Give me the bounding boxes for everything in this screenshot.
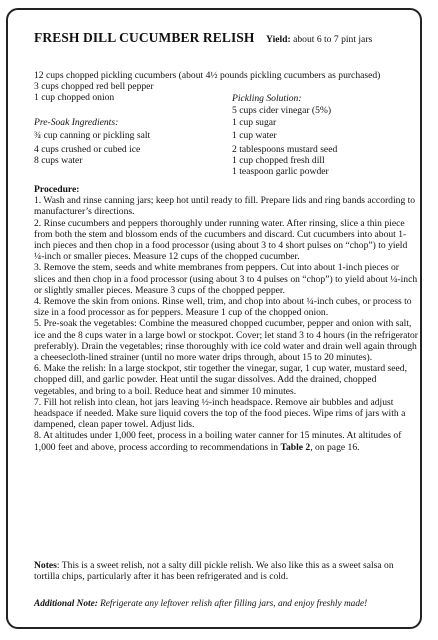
pickling-item: 5 cups cider vinegar (5%) — [232, 105, 332, 116]
procedure-step: 2. Rinse cucumbers and peppers thoroughly under running water. After rinsing, slice a thin piece from both the stem and blossom ends of the cucumbers and discard. Cut cucumbers into about 1-inch pieces and then chop in a food processor (using about 3 to 4 short pulses on “chop”) to yield ¼-inch or smaller pieces. Measure 12 cups of the chopped cucumber. — [34, 217, 408, 263]
pickling-heading: Pickling Solution: — [232, 93, 302, 104]
procedure — [34, 184, 418, 453]
procedure-step: 4. Remove the skin from onions. Rinse well, trim, and chop into about ¼-inch cubes, or process to size in a food processor as for peppers. Measure 1 cup of the chopped onion. — [34, 296, 412, 319]
yield-label: Yield: — [266, 34, 291, 45]
ingredient-pepper: 3 cups chopped red bell pepper — [34, 81, 154, 92]
recipe-card — [6, 8, 422, 629]
pickling-item: 2 tablespoons mustard seed — [232, 144, 338, 155]
pickling-item: 1 cup water — [232, 130, 277, 141]
procedure-step: 1. Wash and rinse canning jars; keep hot until ready to fill. Prepare lids and ring bands according to manufacturer’s directions. — [34, 195, 416, 218]
notes-label: Notes — [34, 560, 57, 571]
recipe-title: FRESH DILL CUCUMBER RELISH — [34, 30, 255, 45]
yield — [266, 34, 372, 45]
additional-note-text: Refrigerate any leftover relish after filling jars, and enjoy freshly made! — [97, 599, 368, 609]
step8-text: 8. At altitudes under 1,000 feet, process in a boiling water canner for 15 minutes. At altitudes of 1,000 feet and above, process according to recommendations in — [34, 430, 402, 453]
procedure-step: 5. Pre-soak the vegetables: Combine the measured chopped cucumber, pepper and onion with salt, ice and the 8 cups water in a large bowl or stockpot. Cover; let stand 3 to 4 hours (in the refrigerator preferably). Drain the vegetables; rinse thoroughly with ice cold water and drain well again through a cheesecloth-lined strainer (until no more water drips through, about 15 to 20 minutes). — [34, 318, 418, 364]
notes-text: : This is a sweet relish, not a salty dill pickle relish. We also like this as a sweet salsa on tortilla chips, particularly after it has been refrigerated and is cold. — [34, 560, 394, 583]
procedure-step — [34, 430, 418, 452]
procedure-step: 7. Fill hot relish into clean, hot jars leaving ½-inch headspace. Remove air bubbles and adjust headspace if needed. Make sure liquid covers the top of the food pieces. Wipe rims of jars with a dampened, clean paper towel. Adjust lids. — [34, 396, 406, 431]
step8-tail: , on page 16. — [310, 441, 360, 453]
table-2-reference: Table 2 — [280, 441, 311, 453]
presoak-item: 4 cups crushed or cubed ice — [34, 144, 141, 155]
pickling-item: 1 teaspoon garlic powder — [232, 166, 329, 177]
additional-note — [34, 599, 424, 610]
pickling-item: 1 cup sugar — [232, 117, 277, 128]
procedure-step: 6. Make the relish: In a large stockpot, stir together the vinegar, sugar, 1 cup water, mustard seed, chopped dill, and garlic powder. Heat until the sugar dissolves. Add the drained, chopped vegetables, and bring to a boil. Reduce heat and simmer 10 minutes. — [34, 363, 407, 397]
procedure-step: 3. Remove the stem, seeds and white membranes from peppers. Cut into about 1-inch pieces or slices and then chop in a food processor (using about 3 to 4 pulses on “chop”) to yield about ¼-inch or slightly smaller pieces. Measure 3 cups of the chopped pepper. — [34, 262, 418, 296]
ingredient-cucumbers: 12 cups chopped pickling cucumbers (about 4½ pounds pickling cucumbers as purchased) — [34, 70, 381, 81]
procedure-heading: Procedure: — [34, 184, 80, 195]
ingredient-onion: 1 cup chopped onion — [34, 92, 115, 103]
presoak-item: 8 cups water — [34, 155, 83, 166]
notes — [34, 560, 418, 582]
presoak-heading: Pre-Soak Ingredients: — [34, 117, 119, 128]
yield-value: about 6 to 7 pint jars — [293, 34, 373, 45]
pickling-item: 1 cup chopped fresh dill — [232, 155, 325, 166]
presoak-item: ¾ cup canning or pickling salt — [34, 130, 151, 141]
additional-note-label: Additional Note: — [34, 599, 98, 609]
